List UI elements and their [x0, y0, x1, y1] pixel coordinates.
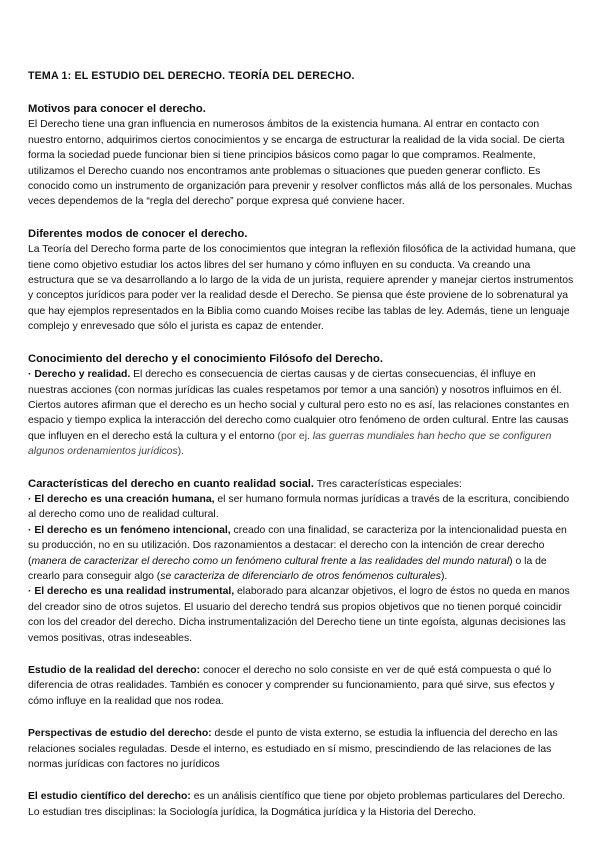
item-realidad-instrumental [28, 584, 576, 646]
section-heading-conocimiento: Conocimiento del derecho y el conocimiento Filósofo del Derecho. [28, 352, 383, 365]
text-perspectivas: desde el punto de vista externo, se estudia la influencia del derecho en las relaciones sociales reguladas. Desde el interno, es estudiado en sí mismo, prescindiendo de las relaciones de las normas jurídicas con factores no jurídicos [28, 728, 558, 771]
item-creacion-humana [28, 492, 576, 523]
paren-close: ). [177, 446, 184, 458]
text-estudio-cientifico: es un análisis científico que tiene por objeto problemas particulares del Derecho. Lo estudian tres disciplinas: la Sociología jurídica, la Dogmática jurídica y la Historia del Derecho. [28, 791, 566, 818]
section-text-motivos: El Derecho tiene una gran influencia en numerosos ámbitos de la existencia humana. Al entrar en contacto con nuestro entorno, adquirimos ciertos conocimientos y se encarga de estructurar la realidad de la vida social. De cierta forma la sociedad puede funcionar bien si tiene principios básicos como pagar lo que compramos. Realmente, utilizamos el Derecho cuando nos encontramos ante problemas o situaciones que pueden generar conflicto. Es conocido como un instrumento de organización para prevenir y resolver conflictos más allá de los personales. Muchas veces dependemos de la “regla del derecho” porque expresa qué conviene hacer. [28, 119, 573, 208]
lead-perspectivas: Perspectivas de estudio del derecho: [28, 728, 212, 740]
section-modos [28, 227, 576, 335]
section-conocimiento [28, 352, 576, 460]
text-derecho-realidad: El derecho es consecuencia de ciertas causas y de ciertas consecuencias, él influye en nuestras acciones (con normas jurídicas las cuales respetamos por temor a una sanción) y nosotros influimos en él. Ciertos autores afirman que el derecho es un hecho social y cultural pero esto no es así, las relaciones constantes en espacio y tiempo explica la interacción del derecho como cualquier otro fenómeno de orden cultural. Entre las causas que influyen en el derecho está la cultura y el entorno [28, 369, 570, 442]
lead-fenomeno-intencional: · El derecho es un fenómeno intencional, [28, 524, 231, 536]
example-guerras: las guerras mundiales han hecho que se configuren algunos ordenamientos jurídicos [28, 430, 552, 458]
section-estudio-realidad [28, 663, 576, 709]
text-creacion-humana: el ser humano formula normas jurídicas a través de la escritura, concibiendo al derecho como uno de realidad cultural. [28, 493, 570, 521]
text-fenomeno-intencional: creado con una finalidad, se caracteriza por la intencionalidad puesta en su producción, no en su utilización. Dos razonamientos a destacar: el derecho con la intención de crear derecho ( [28, 524, 567, 567]
section-perspectivas [28, 726, 576, 772]
ital-fenomenos-culturales: se caracteriza de diferenciarlo de otros fenómenos culturales [160, 570, 441, 582]
lead-estudio-realidad: Estudio de la realidad del derecho: [28, 665, 201, 676]
lead-derecho-realidad: · Derecho y realidad. [28, 369, 131, 381]
section-caracteristicas [28, 477, 576, 646]
section-heading-modos: Diferentes modos de conocer el derecho. [28, 227, 248, 240]
text-crearlo: ) o la de crearlo para conseguir algo ( [28, 555, 547, 582]
section-heading-caracteristicas: Características del derecho en cuanto realidad social. [28, 477, 315, 490]
lead-realidad-instrumental: · El derecho es una realidad instrumental, [28, 586, 235, 598]
section-motivos [28, 102, 576, 210]
section-text-modos: La Teoría del Derecho forma parte de los conocimientos que integran la reflexión filosófica de la actividad humana, que tiene como objetivo estudiar los actos libres del ser humano y cómo influyen en su conducta. Va creando una estructura que se va desarrollando a lo largo de la vida de un jurista, requiere aprender y manejar ciertos instrumentos y conceptos jurídicos para poder ver la realidad desde el Derecho. Se piensa que éste proviene de lo sobrenatural ya que hay ejemplos representados en la Biblia como cuando Moises recibe las tablas de ley. Además, tiene un lenguaje complejo y enrevesado que sólo el jurista es capaz de entender. [28, 244, 576, 333]
paragraph-perspectivas [28, 726, 576, 772]
text-end-paren: ). [440, 570, 448, 582]
lead-estudio-cientifico: El estudio científico del derecho: [28, 791, 191, 803]
lead-creacion-humana: · El derecho es una creación humana, [28, 493, 215, 505]
paragraph-estudio-cientifico [28, 789, 576, 820]
section-heading-motivos: Motivos para conocer el derecho. [28, 103, 206, 115]
paren-open: (por ej. [277, 430, 313, 442]
item-fenomeno-intencional [28, 523, 576, 585]
caracteristicas-intro: Tres características especiales: [314, 478, 462, 490]
section-text-conocimiento [28, 367, 576, 459]
caracteristicas-heading-line [28, 477, 576, 492]
section-estudio-cientifico [28, 789, 576, 820]
paragraph-estudio-realidad [28, 663, 576, 709]
text-realidad-instrumental: elaborado para alcanzar objetivos, el logro de éstos no queda en manos del creador sino de otros sujetos. El usuario del derecho tendrá sus propios objetivos que no tienen porqué coincidir con los del creador del derecho. Dicha instrumentalización del Derecho tiene un tinte egoísta, algunas decisiones las vemos positivas, otras indeseables. [28, 586, 570, 644]
document-title: TEMA 1: EL ESTUDIO DEL DERECHO. TEORÍA DEL DERECHO. [28, 70, 355, 82]
ital-mundo-natural: manera de caracterizar el derecho como un fenómeno cultural frente a las realidades del mundo natural [31, 555, 510, 567]
document-page [28, 70, 576, 837]
text-estudio-realidad: conocer el derecho no solo consiste en ver de qué está compuesta o qué lo diferencia de otras realidades. También es conocer y comprender su funcionamiento, para qué sirve, sus efectos y cómo influye en la realidad que nos rodea. [28, 665, 555, 707]
